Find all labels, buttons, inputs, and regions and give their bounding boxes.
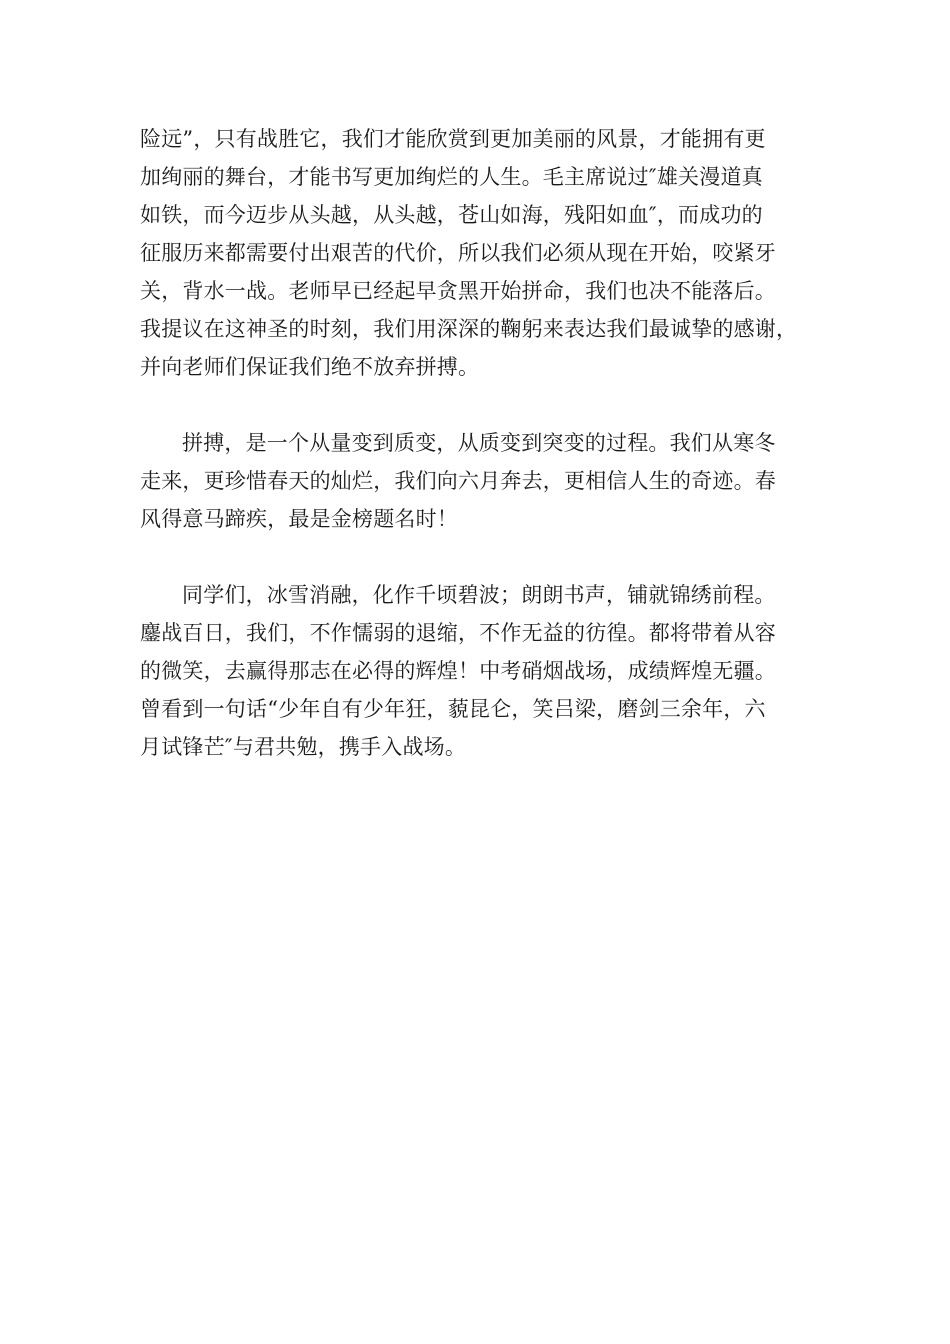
paragraph-line: 险远”，只有战胜它，我们才能欣赏到更加美丽的风景，才能拥有更 xyxy=(140,127,766,151)
paragraph-line: 我提议在这神圣的时刻，我们用深深的鞠躬来表达我们最诚挚的感谢， xyxy=(140,317,798,341)
document-body xyxy=(140,120,820,766)
paragraph-line: 拼搏，是一个从量变到质变，从质变到突变的过程。我们从寒冬 xyxy=(182,431,776,455)
paragraph-line: 关，背水一战。老师早已经起早贪黑开始拼命，我们也决不能落后。 xyxy=(140,279,776,303)
paragraph-line: 加绚丽的舞台，才能书写更加绚烂的人生。毛主席说过″雄关漫道真 xyxy=(140,165,763,189)
paragraph-line: 走来，更珍惜春天的灿烂，我们向六月奔去，更相信人生的奇迹。春 xyxy=(140,469,776,493)
paragraph-line: 鏖战百日，我们，不作懦弱的退缩，不作无益的彷徨。都将带着从容 xyxy=(140,621,776,645)
paragraph-line: 月试锋芒″与君共勉，携手入战场。 xyxy=(140,735,467,759)
paragraph-line: 如铁，而今迈步从头越，从头越，苍山如海，残阳如血″，而成功的 xyxy=(140,203,763,227)
paragraph-line: 曾看到一句话“少年自有少年狂，藐昆仑，笑吕梁，磨剑三余年，六 xyxy=(140,697,766,721)
paragraph-1 xyxy=(140,120,820,386)
paragraph-line: 征服历来都需要付出艰苦的代价，所以我们必须从现在开始，咬紧牙 xyxy=(140,241,776,265)
paragraph-spacer xyxy=(140,538,820,576)
paragraph-3 xyxy=(140,576,820,766)
paragraph-spacer xyxy=(140,386,820,424)
paragraph-line: 并向老师们保证我们绝不放弃拼搏。 xyxy=(140,355,480,379)
paragraph-2 xyxy=(140,424,820,538)
paragraph-line: 的微笑，去赢得那志在必得的辉煌！中考硝烟战场，成绩辉煌无疆。 xyxy=(140,659,776,683)
paragraph-line: 风得意马蹄疾，最是金榜题名时！ xyxy=(140,507,458,531)
paragraph-line: 同学们，冰雪消融，化作千顷碧波；朗朗书声，铺就锦绣前程。 xyxy=(182,583,776,607)
